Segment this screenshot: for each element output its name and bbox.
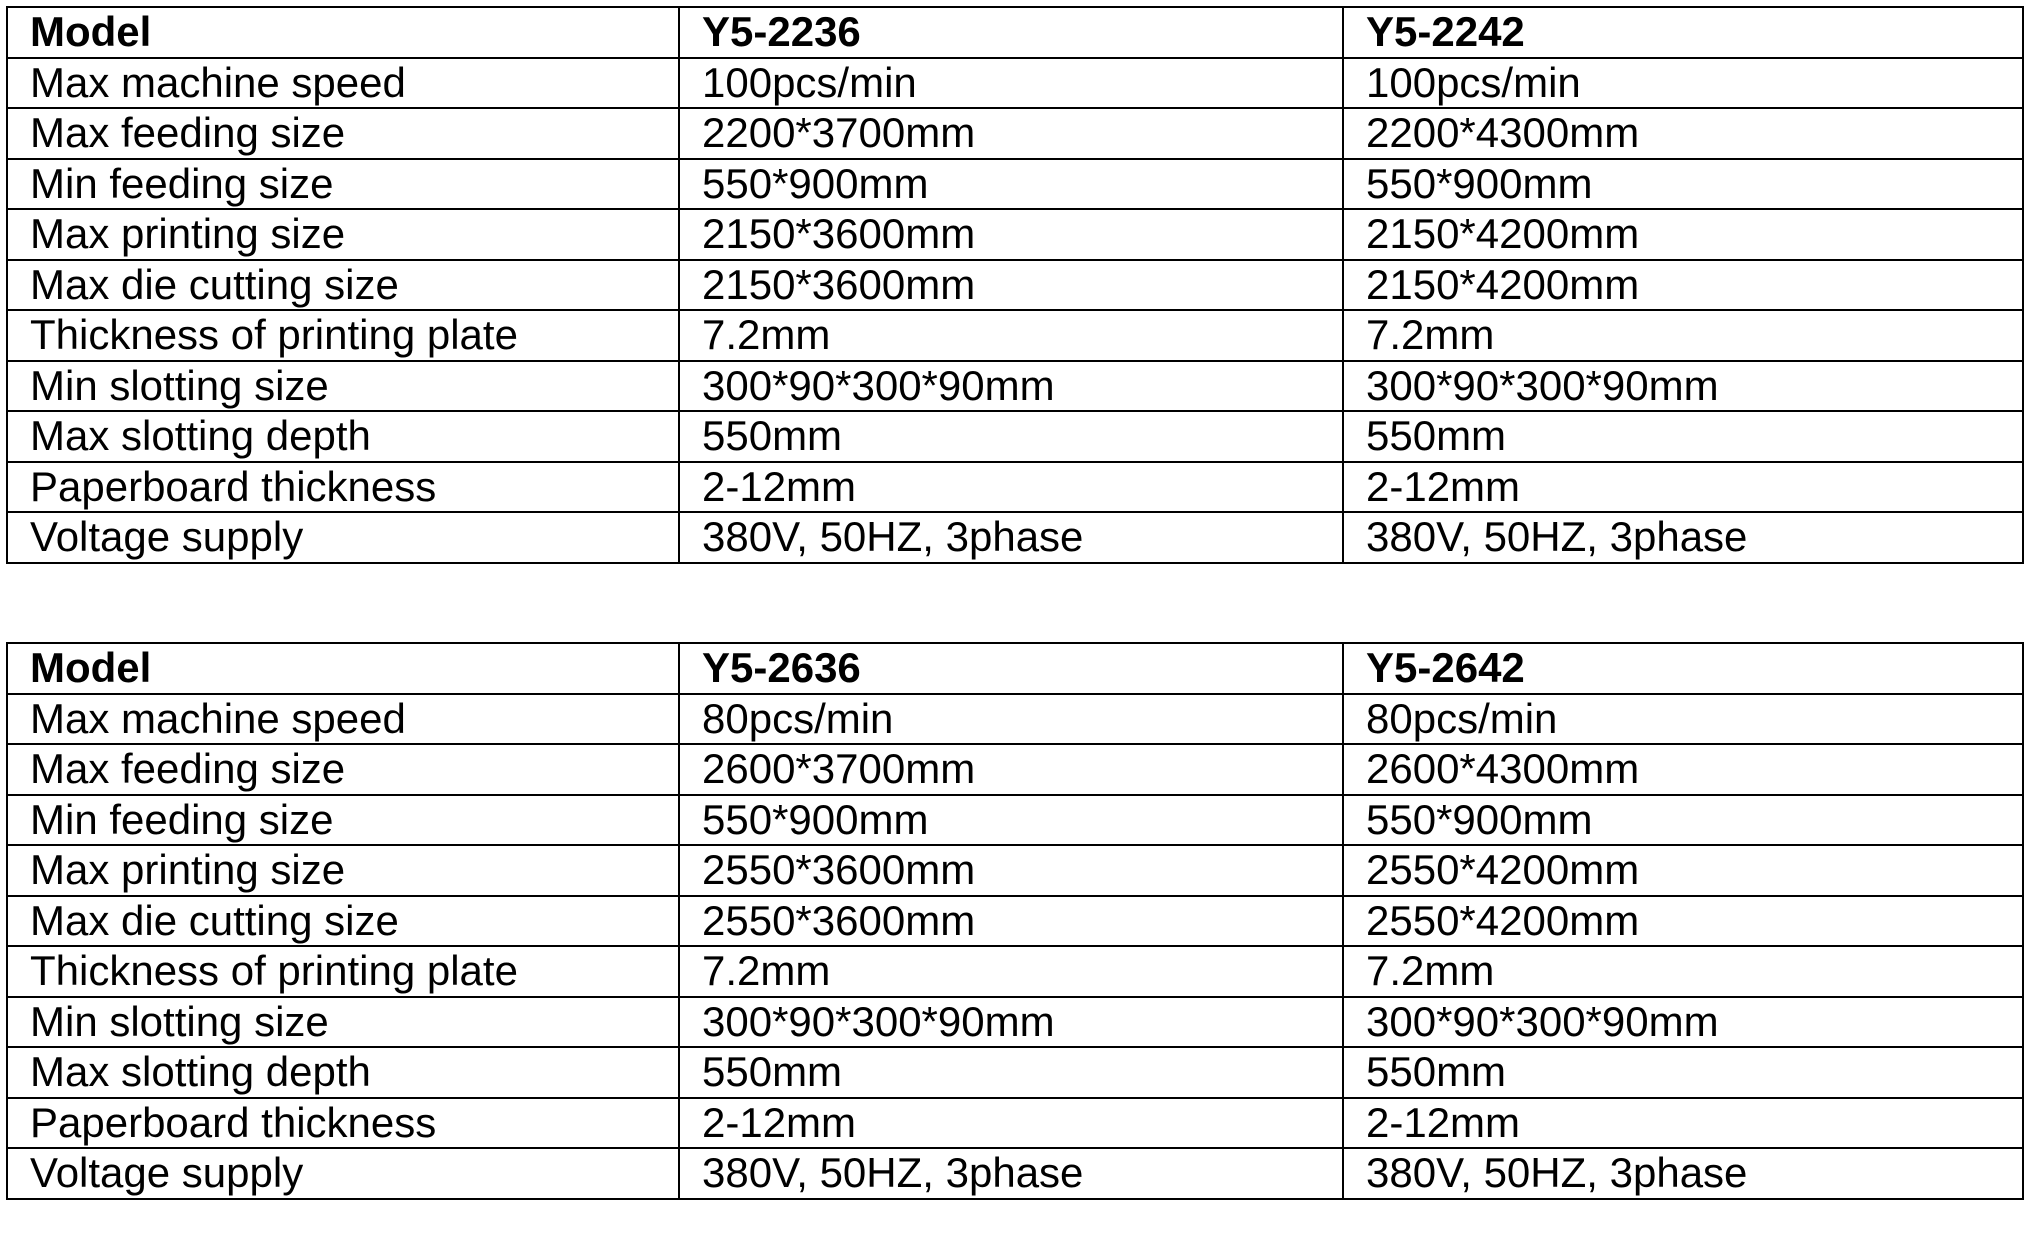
spec-value-cell: 550*900mm bbox=[1343, 795, 2023, 846]
spec-label-cell: Max feeding size bbox=[7, 108, 679, 159]
table-row bbox=[7, 744, 2023, 795]
table-row bbox=[7, 1098, 2023, 1149]
table-row bbox=[7, 159, 2023, 210]
spec-label-cell: Max printing size bbox=[7, 845, 679, 896]
table-row bbox=[7, 1047, 2023, 1098]
table-row bbox=[7, 1148, 2023, 1199]
spec-label-cell: Max printing size bbox=[7, 209, 679, 260]
spec-value-cell: 300*90*300*90mm bbox=[1343, 361, 2023, 412]
spec-value-cell: 2150*4200mm bbox=[1343, 260, 2023, 311]
spec-value-cell: 2150*3600mm bbox=[679, 209, 1343, 260]
spec-table-2 bbox=[6, 642, 2024, 1200]
spec-value-cell: 7.2mm bbox=[679, 310, 1343, 361]
spec-label-cell: Thickness of printing plate bbox=[7, 946, 679, 997]
spec-label-cell: Voltage supply bbox=[7, 1148, 679, 1199]
spec-value-cell: 550*900mm bbox=[679, 795, 1343, 846]
spec-label-cell: Max slotting depth bbox=[7, 411, 679, 462]
spec-value-cell: 2150*3600mm bbox=[679, 260, 1343, 311]
table-row bbox=[7, 58, 2023, 109]
spec-value-cell: 2-12mm bbox=[679, 462, 1343, 513]
spec-label-cell: Voltage supply bbox=[7, 512, 679, 563]
header-cell-model: Y5-2642 bbox=[1343, 643, 2023, 694]
spec-label-cell: Min feeding size bbox=[7, 795, 679, 846]
spec-value-cell: 380V, 50HZ, 3phase bbox=[679, 1148, 1343, 1199]
spec-value-cell: 100pcs/min bbox=[1343, 58, 2023, 109]
header-cell-model: Y5-2242 bbox=[1343, 7, 2023, 58]
spec-value-cell: 550*900mm bbox=[1343, 159, 2023, 210]
spec-value-cell: 550mm bbox=[1343, 1047, 2023, 1098]
header-cell-model: Y5-2236 bbox=[679, 7, 1343, 58]
table-row bbox=[7, 896, 2023, 947]
table-header-row bbox=[7, 643, 2023, 694]
spec-label-cell: Paperboard thickness bbox=[7, 1098, 679, 1149]
spec-label-cell: Paperboard thickness bbox=[7, 462, 679, 513]
spec-value-cell: 550mm bbox=[1343, 411, 2023, 462]
spec-value-cell: 300*90*300*90mm bbox=[679, 997, 1343, 1048]
spec-label-cell: Min slotting size bbox=[7, 997, 679, 1048]
table-row bbox=[7, 108, 2023, 159]
spec-value-cell: 550*900mm bbox=[679, 159, 1343, 210]
table-row bbox=[7, 512, 2023, 563]
spec-value-cell: 2550*4200mm bbox=[1343, 845, 2023, 896]
table-row bbox=[7, 946, 2023, 997]
spec-label-cell: Max slotting depth bbox=[7, 1047, 679, 1098]
table-row bbox=[7, 997, 2023, 1048]
spec-value-cell: 380V, 50HZ, 3phase bbox=[679, 512, 1343, 563]
spec-value-cell: 300*90*300*90mm bbox=[1343, 997, 2023, 1048]
spec-value-cell: 2600*3700mm bbox=[679, 744, 1343, 795]
table-row bbox=[7, 845, 2023, 896]
spec-label-cell: Min slotting size bbox=[7, 361, 679, 412]
table-row bbox=[7, 795, 2023, 846]
spec-value-cell: 2-12mm bbox=[679, 1098, 1343, 1149]
spec-label-cell: Max machine speed bbox=[7, 694, 679, 745]
spec-value-cell: 80pcs/min bbox=[679, 694, 1343, 745]
spec-value-cell: 2600*4300mm bbox=[1343, 744, 2023, 795]
table-row bbox=[7, 361, 2023, 412]
spec-value-cell: 7.2mm bbox=[1343, 946, 2023, 997]
table-row bbox=[7, 209, 2023, 260]
table-row bbox=[7, 411, 2023, 462]
spec-value-cell: 100pcs/min bbox=[679, 58, 1343, 109]
spec-value-cell: 7.2mm bbox=[679, 946, 1343, 997]
spec-label-cell: Max die cutting size bbox=[7, 896, 679, 947]
spec-value-cell: 380V, 50HZ, 3phase bbox=[1343, 1148, 2023, 1199]
spec-value-cell: 550mm bbox=[679, 411, 1343, 462]
header-cell-label: Model bbox=[7, 7, 679, 58]
spec-value-cell: 2200*4300mm bbox=[1343, 108, 2023, 159]
spec-value-cell: 380V, 50HZ, 3phase bbox=[1343, 512, 2023, 563]
spec-value-cell: 2-12mm bbox=[1343, 462, 2023, 513]
table-row bbox=[7, 260, 2023, 311]
spec-label-cell: Min feeding size bbox=[7, 159, 679, 210]
spec-value-cell: 2550*3600mm bbox=[679, 845, 1343, 896]
table-header-row bbox=[7, 7, 2023, 58]
spec-label-cell: Thickness of printing plate bbox=[7, 310, 679, 361]
spec-value-cell: 2550*3600mm bbox=[679, 896, 1343, 947]
spec-value-cell: 2550*4200mm bbox=[1343, 896, 2023, 947]
spec-value-cell: 550mm bbox=[679, 1047, 1343, 1098]
header-cell-model: Y5-2636 bbox=[679, 643, 1343, 694]
spec-value-cell: 80pcs/min bbox=[1343, 694, 2023, 745]
spec-value-cell: 2-12mm bbox=[1343, 1098, 2023, 1149]
spec-label-cell: Max die cutting size bbox=[7, 260, 679, 311]
table-row bbox=[7, 694, 2023, 745]
spec-value-cell: 7.2mm bbox=[1343, 310, 2023, 361]
header-cell-label: Model bbox=[7, 643, 679, 694]
table-row bbox=[7, 462, 2023, 513]
spec-value-cell: 300*90*300*90mm bbox=[679, 361, 1343, 412]
spec-table-1 bbox=[6, 6, 2024, 564]
table-row bbox=[7, 310, 2023, 361]
spec-value-cell: 2150*4200mm bbox=[1343, 209, 2023, 260]
spec-label-cell: Max machine speed bbox=[7, 58, 679, 109]
spec-value-cell: 2200*3700mm bbox=[679, 108, 1343, 159]
spec-label-cell: Max feeding size bbox=[7, 744, 679, 795]
